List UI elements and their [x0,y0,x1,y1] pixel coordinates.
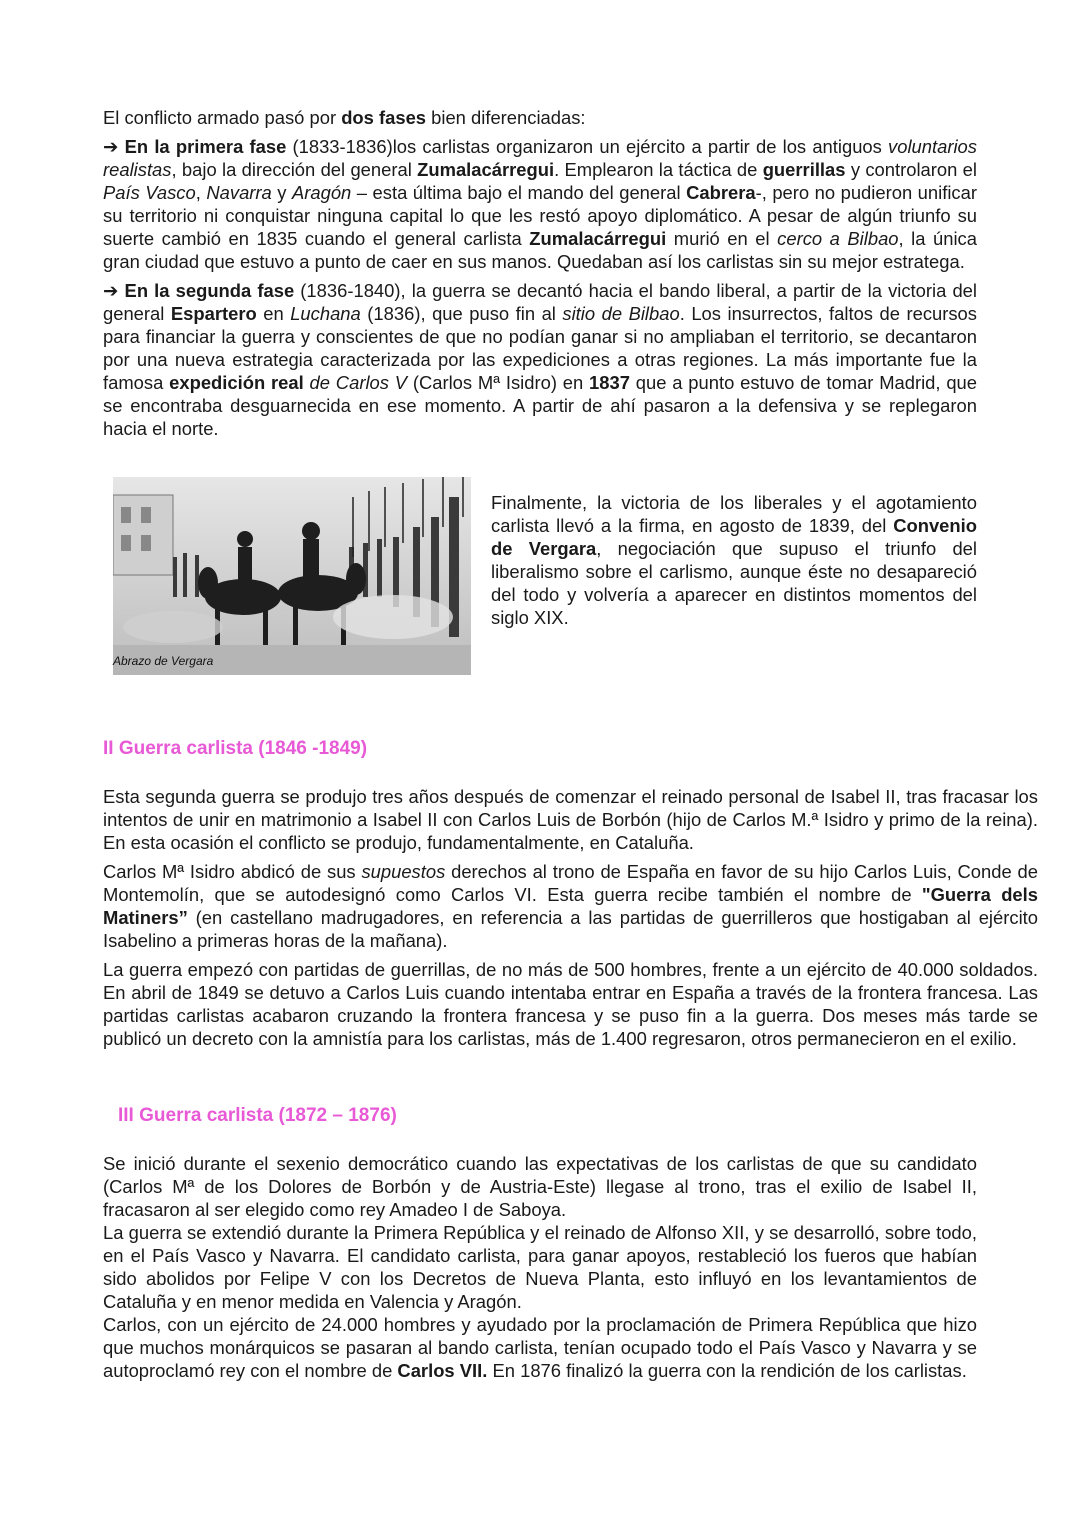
third-war-paragraph-3: Carlos, con un ejército de 24.000 hombres y ayudado por la proclamación de Primera República que hizo que muchos monárquicos se pasaran al bando carlista, tenían ocupado todo el País Vasco y Navarra y se autoproclamó rey con el nombre de Carlos VII. En 1876 finalizó la guerra con la rendición de los carlistas. [103,1314,977,1381]
second-war-paragraph-3: La guerra empezó con partidas de guerrillas, de no más de 500 hombres, frente a un ejército de 40.000 soldados. En abril de 1849 se detuvo a Carlos Luis cuando intentaba entrar en España a través de la frontera francesa. Las partidas carlistas acabaron cruzando la frontera francesa y se puso fin a la guerra. Dos meses más tarde se publicó un decreto con la amnistía para los carlistas, más de 1.400 regresaron, otros permanecieron en el exilio. [103,959,1038,1049]
third-war-paragraph-2: La guerra se extendió durante la Primera República y el reinado de Alfonso XII, y se desarrolló, sobre todo, en el País Vasco y Navarra. El candidato carlista, para ganar apoyos, restableció los fueros que habían sido abolidos por Felipe V con los Decretos de Nueva Planta, esto influyó en los levantamientos de Cataluña y en menor medida en Valencia y Aragón. [103,1222,977,1312]
heading-third-carlist-war: III Guerra carlista (1872 – 1876) [118,1105,397,1126]
intro-paragraph: El conflicto armado pasó por dos fases bien diferenciadas: [103,107,586,128]
phases-section [103,106,977,440]
image-caption: Abrazo de Vergara [113,654,214,668]
second-war-paragraph-1: Esta segunda guerra se produjo tres años después de comenzar el reinado personal de Isabel II, tras fracasar los intentos de unir en matrimonio a Isabel II con Carlos Luis de Borbón (hijo de Carlos M.ª Isidro y primo de la reina). En esta ocasión el conflicto se produjo, fundamentalmente, en Cataluña. [103,786,1038,853]
phase-two-paragraph: ➔ En la segunda fase (1836-1840), la guerra se decantó hacia el bando liberal, a partir de la victoria del general Espartero en Luchana (1836), que puso fin al sitio de Bilbao. Los insurrectos, faltos de recursos para financiar la guerra y conscientes de que no podían ganar si no ampliaban el territorio, se decantaron por una nueva estrategia caracterizada por las expediciones a otras regiones. La más importante fue la famosa expedición real de Carlos V (Carlos Mª Isidro) en 1837 que a punto estuvo de tomar Madrid, que se encontraba desguarnecida en ese momento. A partir de ahí pasaron a la defensiva y se replegaron hacia el norte. [103,280,978,439]
abrazo-de-vergara-illustration [113,477,471,675]
heading-second-carlist-war: II Guerra carlista (1846 -1849) [103,738,368,759]
second-war-paragraph-2: Carlos Mª Isidro abdicó de sus supuestos derechos al trono de España en favor de su hijo Carlos Luis, Conde de Montemolín, que se autodesignó como Carlos VI. Esta guerra recibe también el nombre de "Guerra dels Matiners” (en castellano madrugadores, en referencia a las partidas de guerrilleros que hostigaban al ejército Isabelino a primeras horas de la mañana). [103,861,1038,951]
engraving-image [113,477,471,675]
arrow-icon: ➔ [103,280,119,301]
final-paragraph: Finalmente, la victoria de los liberales y el agotamiento carlista llevó a la firma, en agosto de 1839, del Convenio de Vergara, negociación que supuso el triunfo del liberalismo sobre el carlismo, aunque éste no desapareció del todo y volvería a aparecer en distintos momentos del siglo XIX. [491,492,977,628]
phase-one-paragraph: ➔ En la primera fase (1833-1836)los carlistas organizaron un ejército a partir de los antiguos voluntarios realistas, bajo la dirección del general Zumalacárregui. Emplearon la táctica de guerrillas y controlaron el País Vasco, Navarra y Aragón – esta última bajo el mando del general Cabrera-, pero no pudieron unificar su territorio ni conquistar ninguna capital lo que les restó apoyo diplomático. A pesar de algún triunfo su suerte cambió en 1835 cuando el general carlista Zumalacárregui murió en el cerco a Bilbao, la única gran ciudad que estuvo a punto de caer en sus manos. Quedaban así los carlistas sin su mejor estratega. [103,136,977,272]
third-war-section [103,1152,977,1382]
second-war-section [103,785,1038,1050]
arrow-icon: ➔ [103,136,119,157]
third-war-paragraph-1: Se inició durante el sexenio democrático cuando las expectativas de los carlistas de que su candidato (Carlos Mª de los Dolores de Borbón y de Austria-Este) llegase al trono, tras el exilio de Isabel II, fracasaron al ser elegido como rey Amadeo I de Saboya. [103,1153,977,1220]
